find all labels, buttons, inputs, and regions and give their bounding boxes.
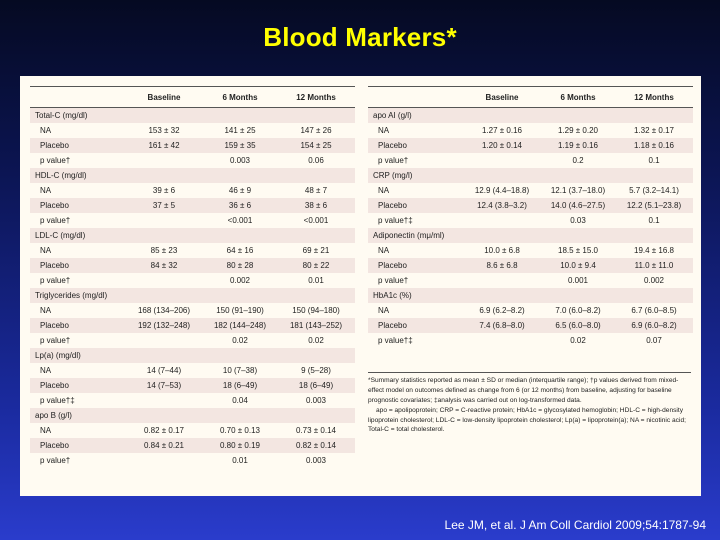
baseline-value: 85 ± 23 [125, 243, 203, 258]
left-data-table [30, 86, 355, 468]
table-row [30, 333, 355, 348]
row-label: p value† [30, 453, 125, 468]
12-month-value: 0.73 ± 0.14 [277, 423, 355, 438]
row-label: p value† [30, 213, 125, 228]
6-month-value: 0.2 [541, 153, 615, 168]
12-month-value: 38 ± 6 [277, 198, 355, 213]
baseline-value [125, 213, 203, 228]
12-month-value: 6.7 (6.0–8.5) [615, 303, 693, 318]
row-label: Placebo [30, 138, 125, 153]
table-row [30, 378, 355, 393]
table-row [368, 123, 693, 138]
row-label: Placebo [30, 318, 125, 333]
12-month-value: 0.1 [615, 213, 693, 228]
baseline-value: 37 ± 5 [125, 198, 203, 213]
section-label: Total-C (mg/dl) [30, 108, 355, 124]
baseline-value: 153 ± 32 [125, 123, 203, 138]
baseline-value: 12.4 (3.8–3.2) [463, 198, 541, 213]
12-month-value: 80 ± 22 [277, 258, 355, 273]
baseline-value [125, 153, 203, 168]
section-label: HDL-C (mg/dl) [30, 168, 355, 183]
table-row [30, 213, 355, 228]
baseline-value [463, 273, 541, 288]
section-header-row [368, 228, 693, 243]
section-label: apo B (g/l) [30, 408, 355, 423]
baseline-value: 168 (134–206) [125, 303, 203, 318]
baseline-value: 6.9 (6.2–8.2) [463, 303, 541, 318]
12-month-value: 0.1 [615, 153, 693, 168]
table-row [30, 138, 355, 153]
baseline-value [463, 153, 541, 168]
column-header-baseline: Baseline [463, 87, 541, 108]
row-label: p value† [30, 273, 125, 288]
12-month-value: 1.18 ± 0.16 [615, 138, 693, 153]
12-month-value: 147 ± 26 [277, 123, 355, 138]
row-label: NA [30, 423, 125, 438]
6-month-value: 10 (7–38) [203, 363, 277, 378]
12-month-value: 150 (94–180) [277, 303, 355, 318]
column-header-6-months: 6 Months [541, 87, 615, 108]
baseline-value: 12.9 (4.4–18.8) [463, 183, 541, 198]
row-label: p value†‡ [368, 333, 463, 348]
section-header-row [30, 408, 355, 423]
row-label: p value† [30, 153, 125, 168]
6-month-value: 36 ± 6 [203, 198, 277, 213]
citation: Lee JM, et al. J Am Coll Cardiol 2009;54:1787-94 [444, 518, 706, 532]
12-month-value: 0.01 [277, 273, 355, 288]
slide-title: Blood Markers* [263, 22, 457, 52]
column-header-label [30, 87, 125, 108]
column-header-label [368, 87, 463, 108]
table-row [30, 123, 355, 138]
12-month-value: 18 (6–49) [277, 378, 355, 393]
table-row [30, 303, 355, 318]
12-month-value: 5.7 (3.2–14.1) [615, 183, 693, 198]
6-month-value: <0.001 [203, 213, 277, 228]
baseline-value: 14 (7–44) [125, 363, 203, 378]
row-label: NA [368, 243, 463, 258]
column-header-6-months: 6 Months [203, 87, 277, 108]
6-month-value: 159 ± 35 [203, 138, 277, 153]
table-row [368, 183, 693, 198]
12-month-value: 48 ± 7 [277, 183, 355, 198]
table-row [368, 273, 693, 288]
table-row [368, 318, 693, 333]
table-row [30, 273, 355, 288]
right-data-table [368, 86, 693, 348]
section-label: Adiponectin (mμ/ml) [368, 228, 693, 243]
6-month-value: 14.0 (4.6–27.5) [541, 198, 615, 213]
6-month-value: 7.0 (6.0–8.2) [541, 303, 615, 318]
12-month-value: 0.02 [277, 333, 355, 348]
table-row [368, 153, 693, 168]
column-header-baseline: Baseline [125, 87, 203, 108]
baseline-value: 192 (132–248) [125, 318, 203, 333]
table-row [30, 198, 355, 213]
baseline-value: 0.82 ± 0.17 [125, 423, 203, 438]
6-month-value: 0.002 [203, 273, 277, 288]
row-label: NA [368, 303, 463, 318]
baseline-value [463, 333, 541, 348]
table-row [30, 183, 355, 198]
baseline-value: 84 ± 32 [125, 258, 203, 273]
section-header-row [30, 228, 355, 243]
table-row [368, 333, 693, 348]
table-row [30, 153, 355, 168]
section-label: HbA1c (%) [368, 288, 693, 303]
row-label: Placebo [30, 198, 125, 213]
section-header-row [30, 108, 355, 124]
baseline-value [125, 273, 203, 288]
baseline-value [125, 393, 203, 408]
section-label: Lp(a) (mg/dl) [30, 348, 355, 363]
6-month-value: 12.1 (3.7–18.0) [541, 183, 615, 198]
12-month-value: 11.0 ± 11.0 [615, 258, 693, 273]
row-label: NA [30, 123, 125, 138]
table-row [30, 258, 355, 273]
12-month-value: 0.07 [615, 333, 693, 348]
row-label: Placebo [30, 438, 125, 453]
12-month-value: <0.001 [277, 213, 355, 228]
table-row [368, 138, 693, 153]
baseline-value: 1.20 ± 0.14 [463, 138, 541, 153]
6-month-value: 18 (6–49) [203, 378, 277, 393]
12-month-value: 0.82 ± 0.14 [277, 438, 355, 453]
table-row [368, 198, 693, 213]
row-label: Placebo [368, 318, 463, 333]
12-month-value: 0.003 [277, 453, 355, 468]
6-month-value: 0.003 [203, 153, 277, 168]
6-month-value: 80 ± 28 [203, 258, 277, 273]
6-month-value: 0.04 [203, 393, 277, 408]
12-month-value: 69 ± 21 [277, 243, 355, 258]
column-header-12-months: 12 Months [277, 87, 355, 108]
12-month-value: 181 (143–252) [277, 318, 355, 333]
table-row [30, 393, 355, 408]
table-row [30, 453, 355, 468]
baseline-value: 0.84 ± 0.21 [125, 438, 203, 453]
row-label: p value† [30, 333, 125, 348]
baseline-value [125, 333, 203, 348]
row-label: NA [30, 363, 125, 378]
section-header-row [368, 168, 693, 183]
6-month-value: 141 ± 25 [203, 123, 277, 138]
column-header-12-months: 12 Months [615, 87, 693, 108]
section-header-row [30, 348, 355, 363]
row-label: p value†‡ [368, 213, 463, 228]
6-month-value: 1.29 ± 0.20 [541, 123, 615, 138]
row-label: Placebo [368, 138, 463, 153]
6-month-value: 0.02 [203, 333, 277, 348]
12-month-value: 1.32 ± 0.17 [615, 123, 693, 138]
section-header-row [30, 168, 355, 183]
6-month-value: 0.03 [541, 213, 615, 228]
row-label: NA [30, 243, 125, 258]
baseline-value: 10.0 ± 6.8 [463, 243, 541, 258]
6-month-value: 0.01 [203, 453, 277, 468]
6-month-value: 1.19 ± 0.16 [541, 138, 615, 153]
6-month-value: 0.02 [541, 333, 615, 348]
table-row [30, 423, 355, 438]
row-label: Placebo [368, 258, 463, 273]
6-month-value: 0.70 ± 0.13 [203, 423, 277, 438]
section-label: LDL-C (mg/dl) [30, 228, 355, 243]
12-month-value: 19.4 ± 16.8 [615, 243, 693, 258]
12-month-value: 12.2 (5.1–23.8) [615, 198, 693, 213]
row-label: p value† [368, 153, 463, 168]
table-row [368, 213, 693, 228]
table-footnote [368, 372, 691, 435]
table-row [30, 438, 355, 453]
row-label: NA [368, 123, 463, 138]
table-row [368, 303, 693, 318]
12-month-value: 154 ± 25 [277, 138, 355, 153]
12-month-value: 0.002 [615, 273, 693, 288]
row-label: Placebo [30, 258, 125, 273]
baseline-value: 161 ± 42 [125, 138, 203, 153]
6-month-value: 6.5 (6.0–8.0) [541, 318, 615, 333]
baseline-value: 1.27 ± 0.16 [463, 123, 541, 138]
row-label: p value†‡ [30, 393, 125, 408]
6-month-value: 18.5 ± 15.0 [541, 243, 615, 258]
baseline-value: 39 ± 6 [125, 183, 203, 198]
row-label: NA [30, 303, 125, 318]
table-row [30, 243, 355, 258]
6-month-value: 64 ± 16 [203, 243, 277, 258]
table-panel [20, 76, 701, 496]
6-month-value: 0.001 [541, 273, 615, 288]
table-row [368, 258, 693, 273]
baseline-value [463, 213, 541, 228]
footnote-statistics: *Summary statistics reported as mean ± SD or median (interquartile range); †p values derived from mixed-effect model on outcomes defined as change from 6 (or 12 months) from baseline, adjusting for baseline prognostic covariates; ‡analysis was carried out on log-transformed data. [368, 377, 679, 404]
baseline-value [125, 453, 203, 468]
footnote-abbreviations: apo = apolipoprotein; CRP = C-reactive protein; HbA1c = glycosylated hemoglobin; HDL-C = high-density lipoprotein cholesterol; LDL-C = low-density lipoprotein cholesterol; Lp(a) = lipoprotein(a); NA = nicotinic acid; Total-C = total cholesterol. [368, 406, 686, 434]
baseline-value: 14 (7–53) [125, 378, 203, 393]
row-label: Placebo [368, 198, 463, 213]
table-row [30, 363, 355, 378]
row-label: p value† [368, 273, 463, 288]
section-header-row [30, 288, 355, 303]
section-label: apo AI (g/l) [368, 108, 693, 124]
12-month-value: 0.06 [277, 153, 355, 168]
section-header-row [368, 288, 693, 303]
baseline-value: 7.4 (6.8–8.0) [463, 318, 541, 333]
baseline-value: 8.6 ± 6.8 [463, 258, 541, 273]
12-month-value: 6.9 (6.0–8.2) [615, 318, 693, 333]
section-header-row [368, 108, 693, 124]
table-row [30, 318, 355, 333]
6-month-value: 46 ± 9 [203, 183, 277, 198]
section-label: CRP (mg/l) [368, 168, 693, 183]
row-label: NA [368, 183, 463, 198]
12-month-value: 9 (5–28) [277, 363, 355, 378]
6-month-value: 0.80 ± 0.19 [203, 438, 277, 453]
row-label: Placebo [30, 378, 125, 393]
6-month-value: 150 (91–190) [203, 303, 277, 318]
row-label: NA [30, 183, 125, 198]
table-row [368, 243, 693, 258]
6-month-value: 10.0 ± 9.4 [541, 258, 615, 273]
12-month-value: 0.003 [277, 393, 355, 408]
6-month-value: 182 (144–248) [203, 318, 277, 333]
section-label: Triglycerides (mg/dl) [30, 288, 355, 303]
